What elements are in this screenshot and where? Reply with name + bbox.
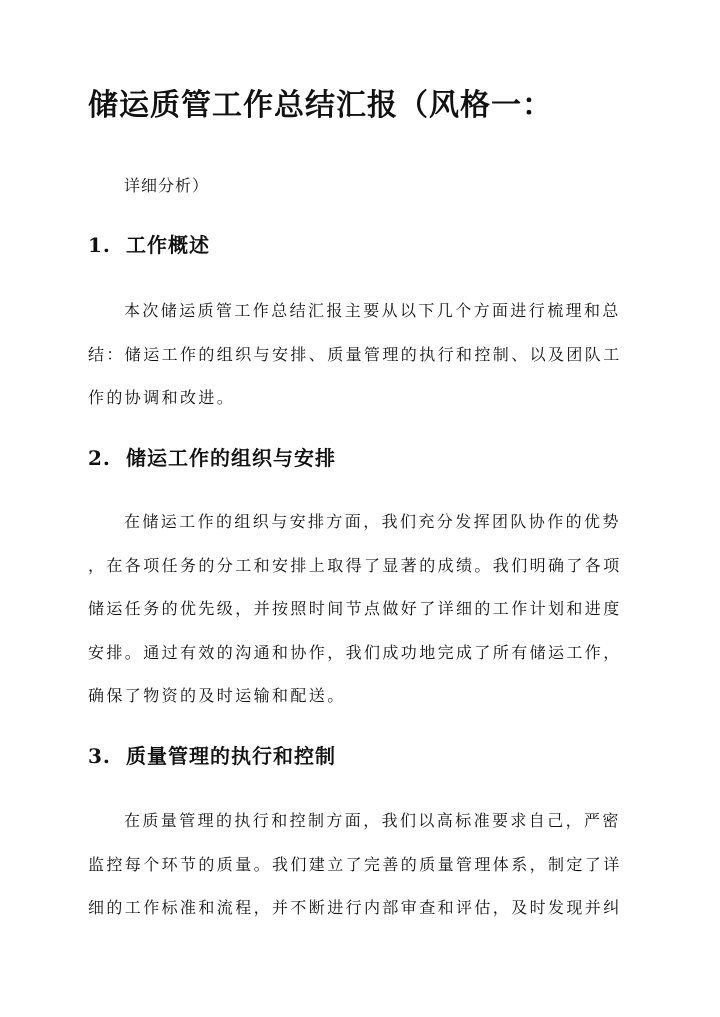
section-title: 工作概述 [126,233,210,257]
paragraph-line: 监控每个环节的质量。我们建立了完善的质量管理体系，制定了详 [88,854,622,874]
section-paragraph-1 [88,289,632,420]
section-paragraph-2 [88,500,632,718]
paragraph-line: 安排。通过有效的沟通和协作，我们成功地完成了所有储运工作， [88,642,622,662]
paragraph-line: 本次储运质管工作总结汇报主要从以下几个方面进行梳理和总 [124,301,621,320]
paragraph-line: 储运任务的优先级，并按照时间节点做好了详细的工作计划和进度 [88,599,622,618]
paragraph-line: ，在各项任务的分工和安排上取得了显著的成绩。我们明确了各项 [88,555,622,575]
section-heading-2 [88,443,336,473]
section-number: 2. [88,446,111,470]
page-title: 储运质管工作总结汇报（风格一： [88,88,553,123]
page-subtitle: 详细分析） [124,176,210,195]
section-title: 质量管理的执行和控制 [126,744,336,768]
section-heading-3 [88,741,336,771]
section-number: 1. [88,233,111,257]
paragraph-line: 在储运工作的组织与安排方面，我们充分发挥团队协作的优势 [124,512,621,531]
paragraph-line: 作的协调和改进。 [88,388,236,407]
paragraph-line: 在质量管理的执行和控制方面，我们以高标准要求自己，严密 [124,811,621,830]
section-number: 3. [88,744,111,768]
section-title: 储运工作的组织与安排 [126,446,336,470]
section-paragraph-3 [88,799,632,930]
paragraph-line: 结：储运工作的组织与安排、质量管理的执行和控制、以及团队工 [88,344,622,364]
paragraph-line: 确保了物资的及时运输和配送。 [88,686,346,705]
paragraph-line: 细的工作标准和流程，并不断进行内部审查和评估，及时发现并纠 [88,898,622,917]
section-heading-1 [88,230,210,260]
